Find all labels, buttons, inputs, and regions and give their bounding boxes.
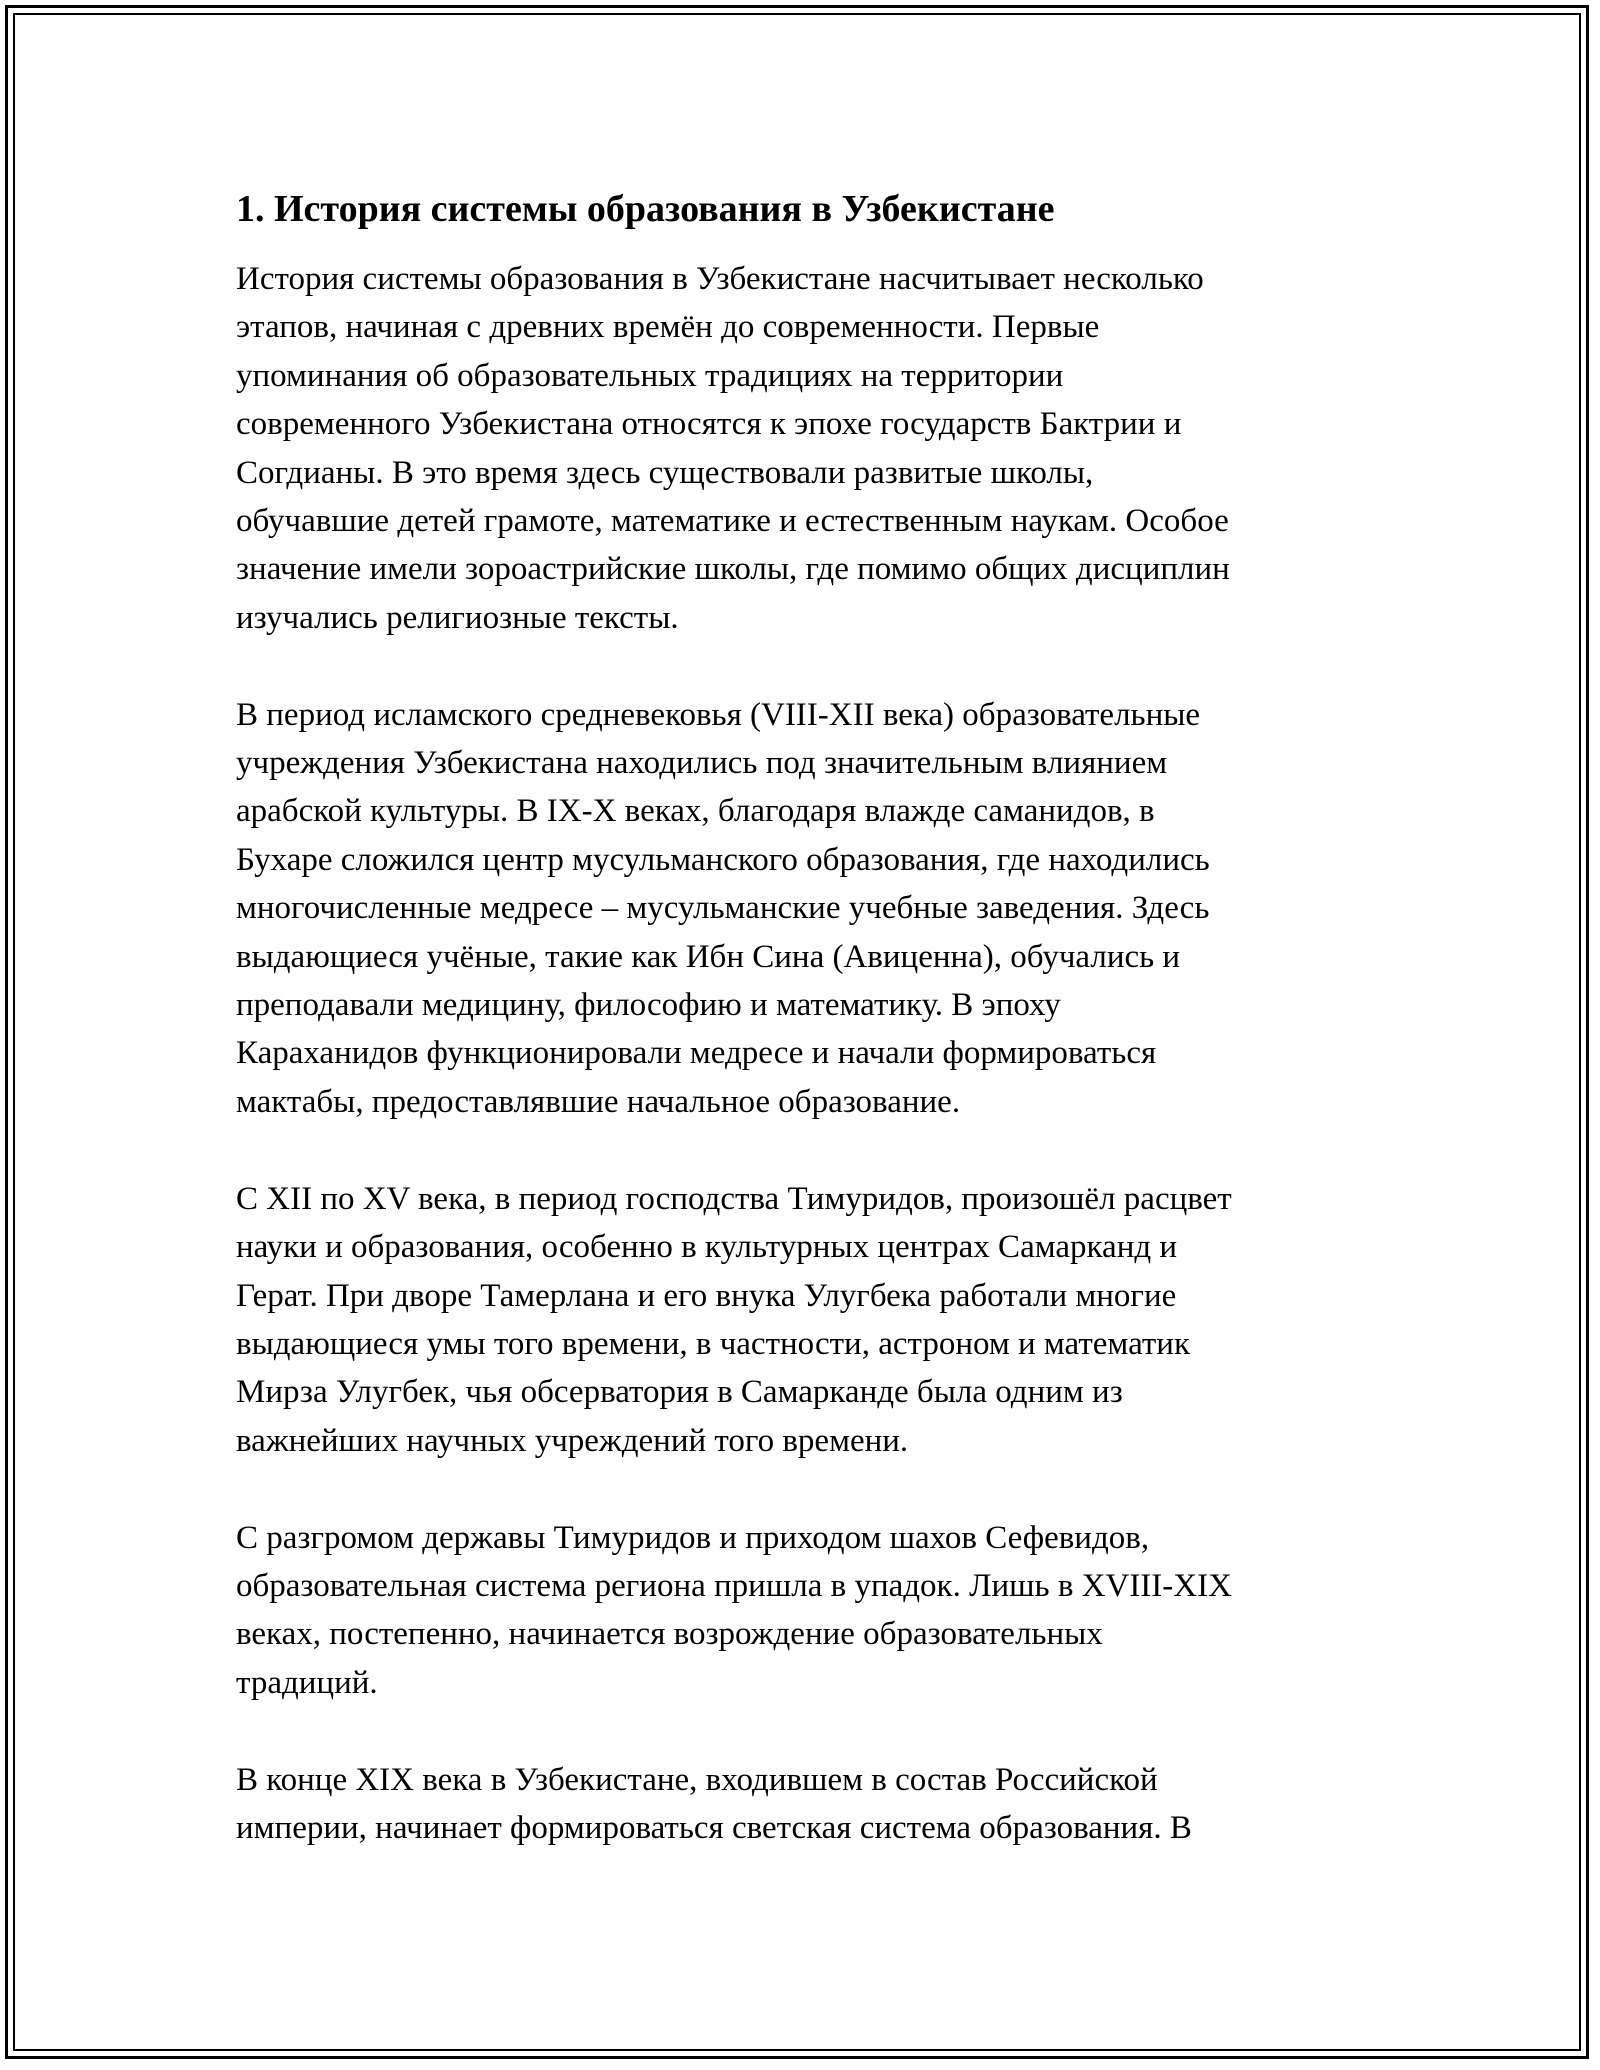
paragraph-line: Герат. При дворе Тамерлана и его внука Улугбека работали многие: [236, 1277, 1177, 1314]
paragraphs-container: [236, 255, 1356, 1852]
paragraph-line: Караханидов функционировали медресе и начали формироваться: [236, 1035, 1157, 1072]
paragraph-line: В конце XIX века в Узбекистане, входившем в состав Российской: [236, 1761, 1158, 1798]
paragraph-4: [236, 1514, 1356, 1708]
paragraph-line: многочисленные медресе – мусульманские учебные заведения. Здесь: [236, 890, 1210, 927]
paragraph-line: выдающиеся умы того времени, в частности, астроном и математик: [236, 1325, 1190, 1362]
paragraph-2: [236, 691, 1356, 1127]
paragraph-line: В период исламского средневековья (VIII-XII века) образовательные: [236, 696, 1201, 733]
paragraph-line: изучались религиозные тексты.: [236, 599, 679, 636]
paragraph-line: образовательная система региона пришла в упадок. Лишь в XVIII-XIX: [236, 1567, 1232, 1604]
paragraph-line: науки и образования, особенно в культурных центрах Самарканд и: [236, 1229, 1178, 1266]
document-body: [236, 185, 1356, 1901]
paragraph-line: традиций.: [236, 1664, 378, 1701]
paragraph-line: С разгромом державы Тимуридов и приходом шахов Сефевидов,: [236, 1519, 1150, 1556]
paragraph-line: преподавали медицину, философию и математику. В эпоху: [236, 987, 1061, 1024]
paragraph-line: учреждения Узбекистана находились под значительным влиянием: [236, 745, 1168, 782]
paragraph-5: [236, 1756, 1356, 1853]
paragraph-line: выдающиеся учёные, такие как Ибн Сина (Авиценна), обучались и: [236, 938, 1181, 975]
paragraph-line: этапов, начиная с древних времён до современности. Первые: [236, 309, 1100, 346]
paragraph-line: История системы образования в Узбекистане насчитывает несколько: [236, 261, 1204, 297]
paragraph-line: Мирза Улугбек, чья обсерватория в Самарканде была одним из: [236, 1374, 1123, 1411]
paragraph-line: империи, начинает формироваться светская система образования. В: [236, 1809, 1192, 1846]
paragraph-1: [236, 255, 1356, 642]
paragraph-line: современного Узбекистана относятся к эпохе государств Бактрии и: [236, 406, 1182, 443]
paragraph-line: Бухаре сложился центр мусульманского образования, где находились: [236, 841, 1210, 878]
paragraph-line: обучавшие детей грамоте, математике и естественным наукам. Особое: [236, 503, 1229, 540]
paragraph-line: С XII по XV века, в период господства Тимуридов, произошёл расцвет: [236, 1180, 1232, 1217]
paragraph-line: упоминания об образовательных традициях на территории: [236, 357, 1064, 394]
paragraph-3: [236, 1175, 1356, 1465]
paragraph-line: важнейших научных учреждений того времени.: [236, 1422, 909, 1459]
paragraph-line: мактабы, предоставлявшие начальное образование.: [236, 1083, 961, 1120]
paragraph-line: арабской культуры. В IX-X веках, благодаря влажде саманидов, в: [236, 793, 1155, 830]
paragraph-line: Согдианы. В это время здесь существовали развитые школы,: [236, 454, 1094, 491]
section-heading: 1. История системы образования в Узбекистане: [236, 188, 1055, 230]
paragraph-line: веках, постепенно, начинается возрождение образовательных: [236, 1616, 1103, 1653]
paragraph-line: значение имели зороастрийские школы, где помимо общих дисциплин: [236, 551, 1230, 588]
